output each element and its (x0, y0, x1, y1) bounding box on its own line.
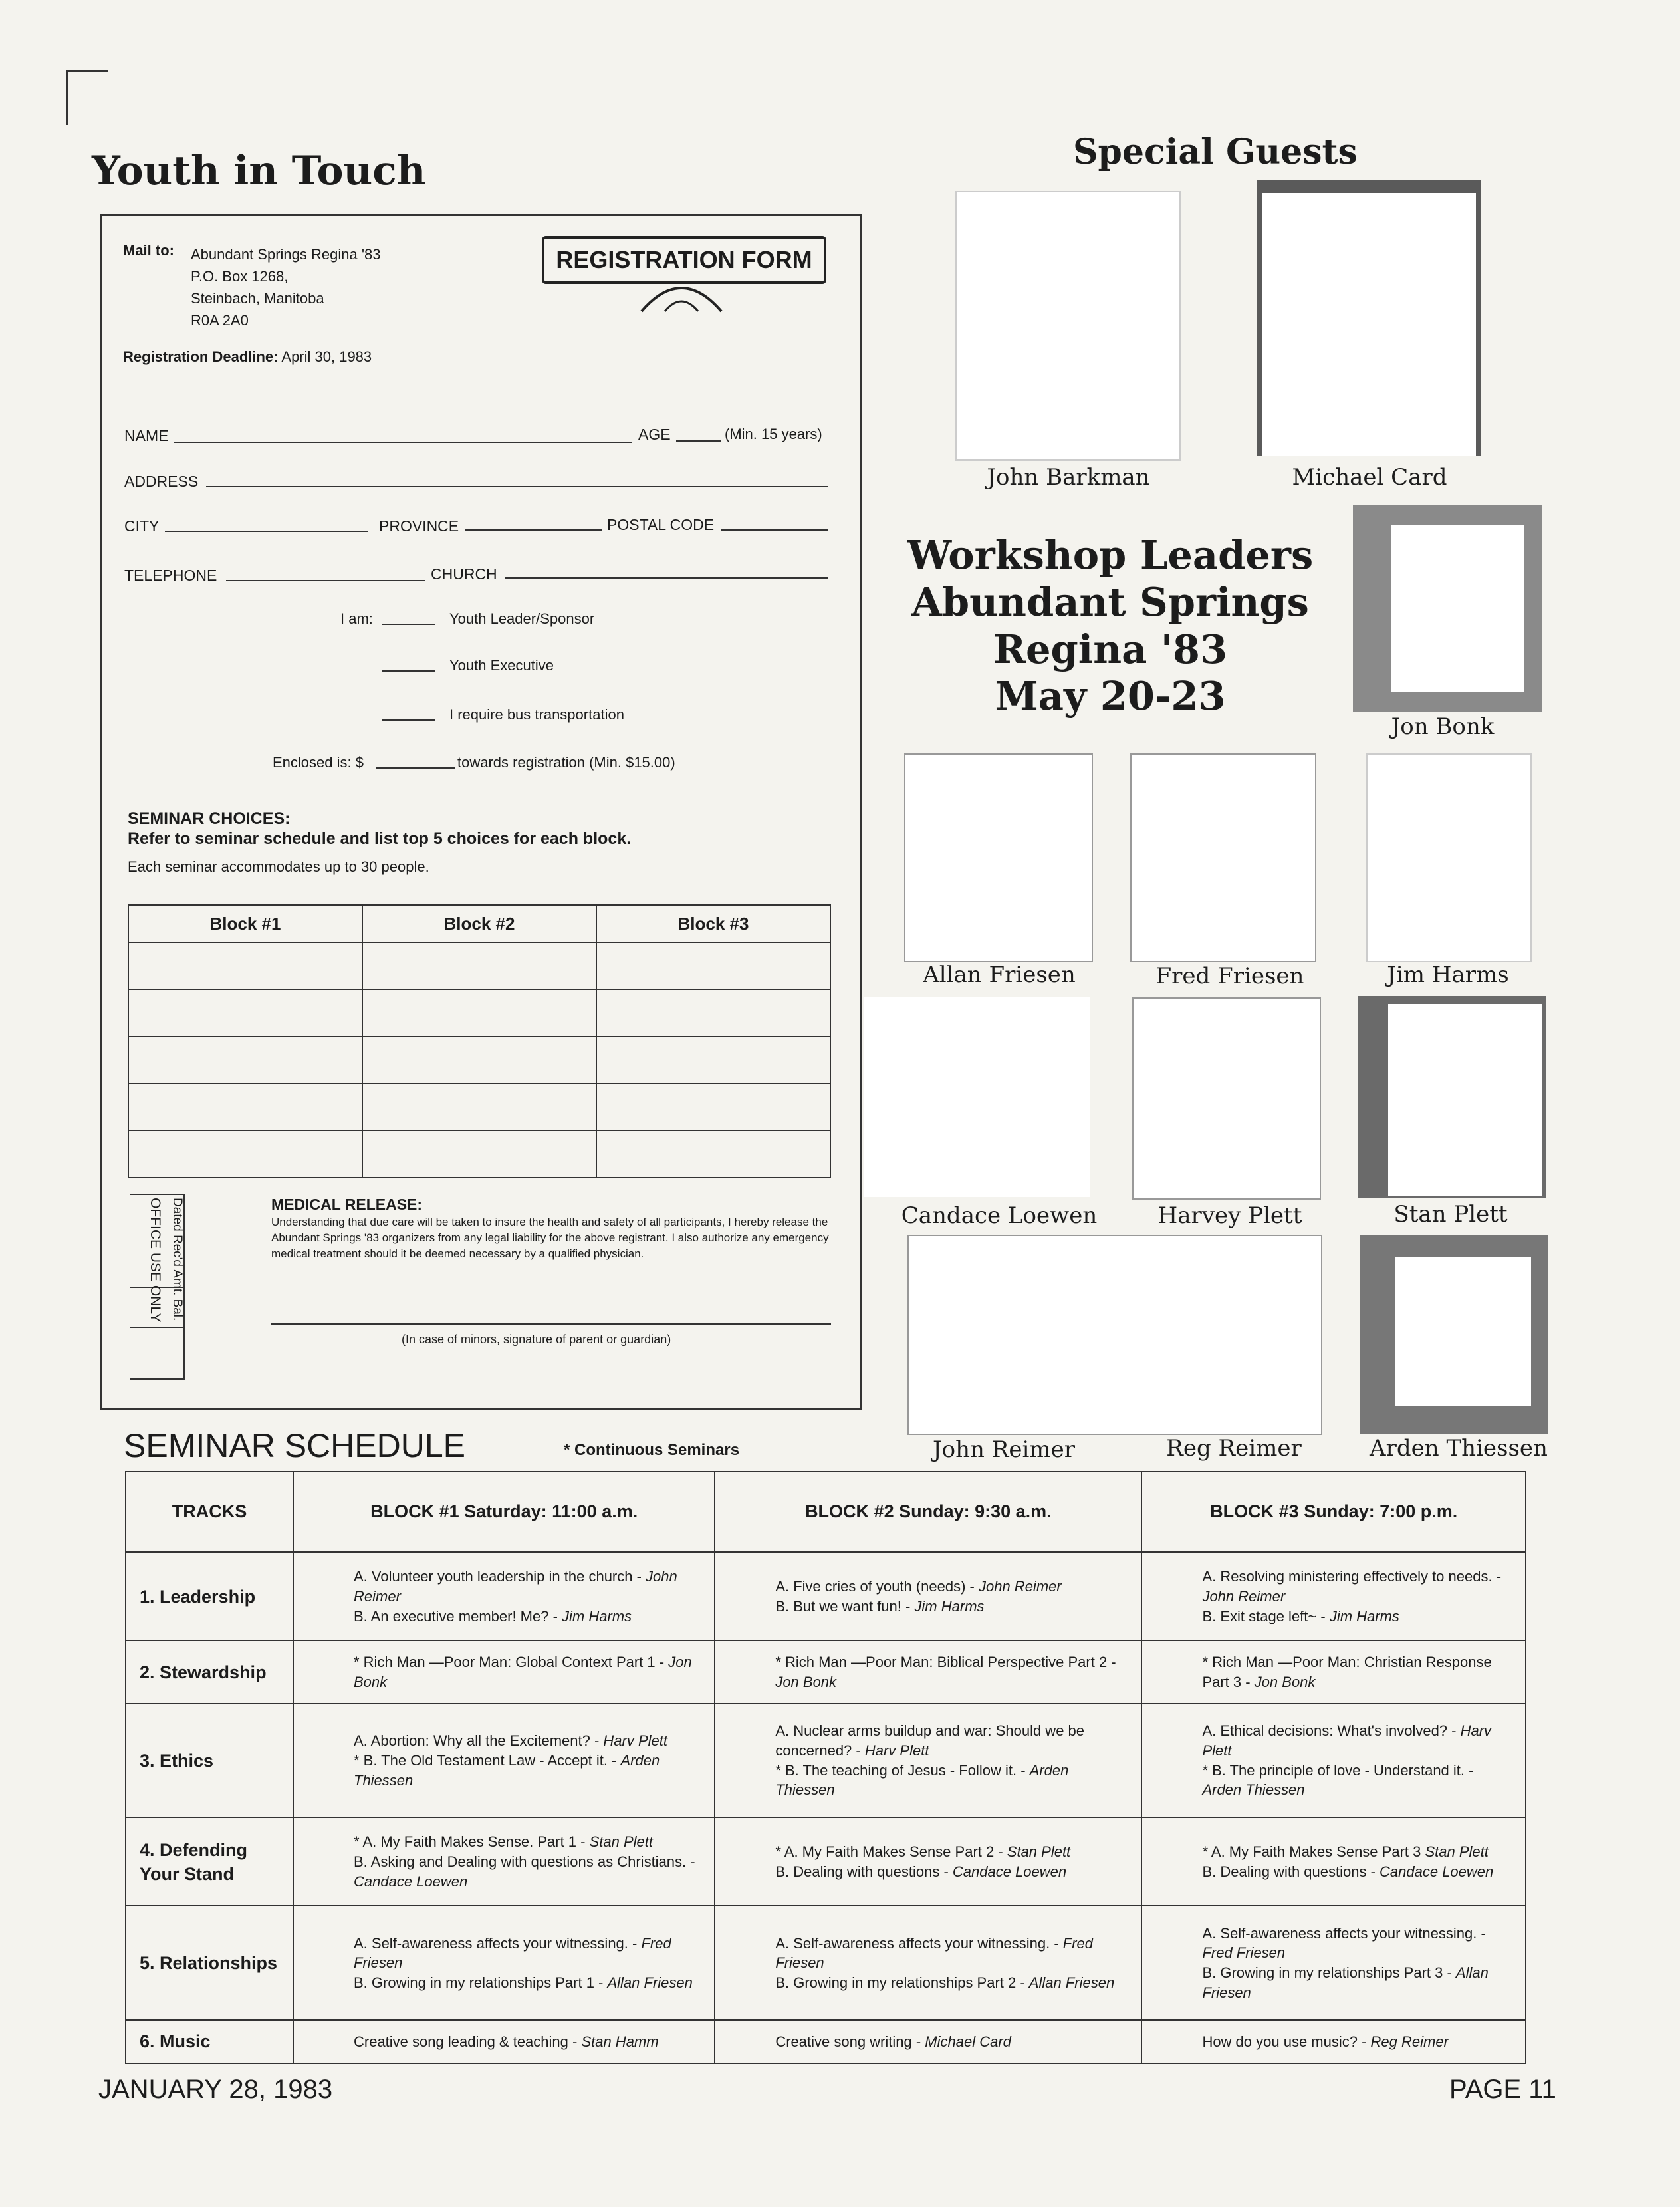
seminar-leader: Jon Bonk (1254, 1673, 1316, 1690)
seminar-choices-heading: SEMINAR CHOICES: (128, 809, 291, 828)
block-2-header: Block #2 (362, 905, 596, 942)
seminar-entry (354, 1751, 705, 1790)
seminar-cell (293, 1817, 715, 1906)
block-1-schedule-header: BLOCK #1 Saturday: 11:00 a.m. (293, 1472, 715, 1552)
seminar-leader: Fred Friesen (1202, 1944, 1286, 1962)
seminar-title: * A. My Faith Makes Sense Part 3 (1202, 1843, 1425, 1861)
track-name: 2. Stewardship (126, 1640, 293, 1704)
deadline (123, 348, 372, 366)
seminar-entry (1202, 1761, 1516, 1800)
track-name: 5. Relationships (126, 1906, 293, 2019)
leader-photo (907, 1235, 1322, 1435)
office-fields-label: Dated Rec'd Amt. Bal. (170, 1198, 184, 1321)
seminar-title: A. Self-awareness affects your witnessing. - (1202, 1924, 1486, 1942)
province-label: PROVINCE (379, 517, 459, 535)
seminar-title: B. Dealing with questions - (775, 1863, 953, 1880)
seminar-entry (1202, 1924, 1516, 1963)
seminar-capacity-note: Each seminar accommodates up to 30 people. (128, 858, 429, 875)
option-youth-leader: Youth Leader/Sponsor (449, 610, 595, 627)
leader-name: Candace Loewen (901, 1202, 1098, 1229)
schedule-row (126, 1704, 1526, 1817)
choice-cell[interactable] (362, 1130, 596, 1178)
leader-name: Allan Friesen (923, 962, 1076, 988)
seminar-title: * A. My Faith Makes Sense Part 2 - (775, 1843, 1007, 1861)
seminar-title: * B. The teaching of Jesus - Follow it. - (775, 1761, 1030, 1779)
seminar-cell (1141, 1817, 1526, 1906)
guest-photo (1262, 193, 1476, 456)
seminar-title: B. Exit stage left~ - (1202, 1607, 1330, 1624)
seminar-leader: Allan Friesen (1202, 1964, 1489, 2001)
name-label: NAME (124, 427, 169, 444)
option-bus-transport: I require bus transportation (449, 706, 624, 723)
seminar-title: * B. The Old Testament Law - Accept it. - (354, 1752, 621, 1769)
address-label: ADDRESS (124, 473, 199, 490)
bus-transport-checkline[interactable] (382, 719, 435, 721)
seminar-cell (715, 1552, 1141, 1640)
seminar-entry (775, 1862, 1132, 1882)
seminar-title: A. Self-awareness affects your witnessing. - (775, 1934, 1063, 1952)
seminar-leader: Michael Card (925, 2033, 1011, 2050)
page-title: Youth in Touch (92, 148, 426, 194)
seminar-entry (354, 1652, 705, 1692)
seminar-leader: Jim Harms (1329, 1607, 1399, 1624)
leader-name: John Reimer (933, 1436, 1075, 1463)
seminar-title: A. Ethical decisions: What's involved? - (1202, 1722, 1461, 1740)
page-corner-mark (66, 70, 108, 125)
seminar-leader: Harv Plett (603, 1732, 667, 1750)
seminar-title: B. Growing in my relationships Part 3 - (1202, 1964, 1456, 1982)
seminar-title: A. Volunteer youth leadership in the church - (354, 1568, 646, 1585)
choice-cell[interactable] (128, 1130, 362, 1178)
choice-cell[interactable] (128, 1037, 362, 1084)
seminar-title: B. Growing in my relationships Part 1 - (354, 1974, 608, 1991)
choice-cell[interactable] (362, 1083, 596, 1130)
seminar-leader: Stan Plett (589, 1833, 653, 1851)
leader-name: Jon Bonk (1391, 714, 1495, 740)
guardian-signature-field[interactable] (271, 1323, 831, 1325)
seminar-title: A. Five cries of youth (needs) - (775, 1578, 979, 1595)
seminar-cell (293, 1640, 715, 1704)
seminar-leader: Stan Plett (1007, 1843, 1071, 1861)
seminar-leader: Allan Friesen (607, 1974, 693, 1991)
signature-note: (In case of minors, signature of parent or guardian) (402, 1333, 671, 1346)
badge-arch-icon (638, 278, 725, 315)
enclosed-label: Enclosed is: $ (273, 754, 364, 771)
schedule-row (126, 1906, 1526, 2019)
seminar-title: A. Nuclear arms buildup and war: Should we be concerned? - (775, 1722, 1085, 1759)
seminar-entry (775, 1577, 1132, 1597)
seminar-leader: Reg Reimer (1370, 2033, 1449, 2050)
seminar-cell (293, 2020, 715, 2063)
age-note: (Min. 15 years) (725, 426, 822, 442)
seminar-title: How do you use music? - (1202, 2033, 1371, 2050)
enclosed-amount-field[interactable] (376, 767, 455, 769)
address-line: Abundant Springs Regina '83 (191, 246, 381, 263)
leader-photo (864, 997, 1090, 1197)
track-name: 1. Leadership (126, 1552, 293, 1640)
seminar-leader: Fred Friesen (775, 1934, 1094, 1972)
special-guests-heading: Special Guests (1073, 132, 1358, 172)
seminar-leader: Harv Plett (864, 1742, 929, 1759)
seminar-title: A. Resolving ministering effectively to needs. - (1202, 1568, 1502, 1585)
seminar-leader: John Reimer (354, 1568, 677, 1605)
seminar-entry (354, 1607, 705, 1626)
seminar-leader: Candace Loewen (1380, 1863, 1494, 1880)
track-name: 4. Defending Your Stand (126, 1817, 293, 1906)
issue-date: JANUARY 28, 1983 (98, 2075, 333, 2104)
seminar-entry (775, 1761, 1132, 1800)
seminar-cell (293, 1552, 715, 1640)
church-field[interactable] (505, 577, 828, 579)
seminar-leader: Arden Thiessen (775, 1761, 1069, 1799)
seminar-cell (715, 1817, 1141, 1906)
guest-name: Michael Card (1292, 464, 1447, 491)
block-3-schedule-header: BLOCK #3 Sunday: 7:00 p.m. (1141, 1472, 1526, 1552)
leader-photo (904, 753, 1093, 962)
leader-name: Fred Friesen (1155, 963, 1304, 989)
office-use-label: OFFICE USE ONLY Dated Rec'd Amt. Bal. (148, 1198, 184, 1323)
leader-photo (1132, 997, 1321, 1200)
office-use-box (130, 1194, 220, 1380)
seminar-entry (354, 2032, 705, 2052)
schedule-row (126, 2020, 1526, 2063)
seminar-entry (354, 1852, 705, 1891)
enclosed-note: towards registration (Min. $15.00) (457, 754, 675, 771)
seminar-entry (354, 1973, 705, 1993)
seminar-title: B. But we want fun! - (775, 1597, 915, 1615)
guest-photo (955, 191, 1181, 461)
postal-code-field[interactable] (721, 529, 828, 531)
seminar-leader: Stan Hamm (581, 2033, 659, 2050)
seminar-cell (1141, 2020, 1526, 2063)
seminar-cell (1141, 1704, 1526, 1817)
seminar-choice-table (128, 904, 831, 1178)
block-1-header: Block #1 (128, 905, 362, 942)
workshop-leaders-heading: Workshop Leaders Abundant Springs Regina '83 May 20-23 (907, 532, 1314, 719)
seminar-entry (354, 1934, 705, 1973)
seminar-choices-instruction: Refer to seminar schedule and list top 5 choices for each block. (128, 829, 632, 848)
leader-photo (1388, 1004, 1542, 1196)
seminar-leader: Candace Loewen (354, 1873, 468, 1890)
seminar-entry (775, 1842, 1132, 1862)
seminar-title: * Rich Man —Poor Man: Global Context Part 1 - (354, 1654, 669, 1671)
telephone-label: TELEPHONE (124, 567, 217, 584)
seminar-title: B. Asking and Dealing with questions as Christians. - (354, 1853, 695, 1871)
city-field[interactable] (165, 531, 368, 532)
choice-cell[interactable] (128, 989, 362, 1037)
deadline-label: Registration Deadline: (123, 348, 279, 365)
mailing-address (191, 243, 381, 331)
seminar-leader: Stan Plett (1425, 1843, 1489, 1861)
medical-release-text: Understanding that due care will be taken to insure the health and safety of all participants, I hereby release the Abundant Springs '83 organizers from any legal liability for the above registrant. I also authorize any emergency medical treatment should it be deemed necessary by a qualified physician. (271, 1216, 829, 1260)
seminar-entry (1202, 1652, 1516, 1692)
option-youth-executive: Youth Executive (449, 657, 554, 674)
seminar-cell (715, 1906, 1141, 2019)
seminar-entry (775, 1973, 1132, 1993)
medical-release-heading: MEDICAL RELEASE: (271, 1196, 423, 1213)
youth-leader-checkline[interactable] (382, 624, 435, 625)
seminar-leader: John Reimer (1202, 1588, 1286, 1605)
seminar-title: B. Dealing with questions - (1202, 1863, 1380, 1880)
registration-form-badge: REGISTRATION FORM (542, 236, 826, 284)
seminar-cell (715, 2020, 1141, 2063)
page-number: PAGE 11 (1449, 2075, 1556, 2104)
leader-name: Stan Plett (1393, 1201, 1508, 1228)
telephone-field[interactable] (226, 580, 425, 581)
choice-cell[interactable] (128, 942, 362, 989)
seminar-leader: John Reimer (978, 1578, 1062, 1595)
seminar-title: B. Growing in my relationships Part 2 - (775, 1974, 1029, 1991)
seminar-entry (1202, 1607, 1516, 1626)
seminar-schedule-title: SEMINAR SCHEDULE (124, 1427, 465, 1464)
leader-name: Arden Thiessen (1370, 1435, 1548, 1462)
address-line: Steinbach, Manitoba (191, 290, 324, 307)
schedule-row (126, 1640, 1526, 1704)
seminar-cell (293, 1704, 715, 1817)
track-name: 3. Ethics (126, 1704, 293, 1817)
seminar-cell (715, 1640, 1141, 1704)
seminar-title: A. Self-awareness affects your witnessing. - (354, 1934, 642, 1952)
province-field[interactable] (465, 529, 602, 531)
seminar-title: B. An executive member! Me? - (354, 1607, 562, 1624)
choice-cell[interactable] (362, 942, 596, 989)
age-field[interactable] (676, 440, 721, 442)
seminar-cell (293, 1906, 715, 2019)
tracks-header: TRACKS (126, 1472, 293, 1552)
seminar-entry (1202, 2032, 1516, 2052)
seminar-entry (775, 1652, 1132, 1692)
seminar-entry (354, 1567, 705, 1606)
seminar-leader: Harv Plett (1202, 1722, 1492, 1759)
seminar-cell (715, 1704, 1141, 1817)
choice-cell[interactable] (596, 1083, 830, 1130)
youth-executive-checkline[interactable] (382, 670, 435, 672)
continuous-seminars-note: * Continuous Seminars (564, 1441, 740, 1459)
block-3-header: Block #3 (596, 905, 830, 942)
church-label: CHURCH (431, 565, 497, 583)
block-2-schedule-header: BLOCK #2 Sunday: 9:30 a.m. (715, 1472, 1141, 1552)
leader-name: Jim Harms (1387, 962, 1509, 988)
track-name: 6. Music (126, 2020, 293, 2063)
seminar-cell (1141, 1552, 1526, 1640)
seminar-title: Creative song leading & teaching - (354, 2033, 582, 2050)
seminar-entry (1202, 1567, 1516, 1606)
i-am-label: I am: (340, 610, 373, 627)
seminar-entry (354, 1832, 705, 1852)
seminar-leader: Jim Harms (914, 1597, 985, 1615)
choice-cell[interactable] (362, 1037, 596, 1084)
city-label: CITY (124, 517, 160, 535)
seminar-title: * A. My Faith Makes Sense. Part 1 - (354, 1833, 590, 1851)
age-label: AGE (638, 426, 671, 443)
seminar-title: * Rich Man —Poor Man: Biblical Perspective Part 2 - (775, 1654, 1116, 1671)
seminar-entry (775, 1934, 1132, 1973)
seminar-entry (354, 1731, 705, 1751)
leader-photo (1366, 753, 1532, 962)
choice-cell[interactable] (362, 989, 596, 1037)
leader-name: Reg Reimer (1166, 1435, 1302, 1462)
seminar-title: * B. The principle of love - Understand it. - (1202, 1761, 1474, 1779)
seminar-leader: Fred Friesen (354, 1934, 671, 1972)
mail-to-label: Mail to: (123, 242, 174, 259)
guest-name: John Barkman (987, 464, 1150, 491)
seminar-leader: Candace Loewen (952, 1863, 1067, 1880)
name-field[interactable] (174, 442, 632, 443)
seminar-title: * Rich Man —Poor Man: Christian Response Part 3 - (1202, 1654, 1492, 1690)
postal-code-label: POSTAL CODE (607, 516, 715, 533)
choice-cell[interactable] (596, 1130, 830, 1178)
schedule-row (126, 1817, 1526, 1906)
seminar-leader: Allan Friesen (1028, 1974, 1115, 1991)
choice-cell[interactable] (596, 989, 830, 1037)
address-field[interactable] (206, 486, 828, 487)
leader-name: Harvey Plett (1157, 1202, 1302, 1229)
seminar-entry (1202, 1721, 1516, 1760)
choice-cell[interactable] (596, 942, 830, 989)
seminar-cell (1141, 1906, 1526, 2019)
seminar-leader: Arden Thiessen (354, 1752, 660, 1789)
leader-photo (1130, 753, 1316, 962)
seminar-cell (1141, 1640, 1526, 1704)
seminar-entry (1202, 1842, 1516, 1862)
leader-photo (1391, 525, 1524, 692)
deadline-value: April 30, 1983 (281, 348, 372, 365)
leader-photo (1395, 1257, 1531, 1406)
seminar-entry (775, 1597, 1132, 1617)
seminar-leader: Jon Bonk (775, 1673, 837, 1690)
address-line: R0A 2A0 (191, 312, 249, 328)
seminar-leader: Jon Bonk (354, 1654, 692, 1690)
seminar-title: A. Abortion: Why all the Excitement? - (354, 1732, 604, 1750)
choice-cell[interactable] (596, 1037, 830, 1084)
seminar-leader: Arden Thiessen (1202, 1781, 1305, 1799)
seminar-entry (775, 1721, 1132, 1760)
address-line: P.O. Box 1268, (191, 268, 289, 285)
seminar-entry (775, 2032, 1132, 2052)
seminar-schedule-table (125, 1471, 1526, 2064)
seminar-title: Creative song writing - (775, 2033, 925, 2050)
schedule-row (126, 1552, 1526, 1640)
seminar-entry (1202, 1862, 1516, 1882)
seminar-entry (1202, 1963, 1516, 2002)
seminar-leader: Jim Harms (562, 1607, 632, 1624)
choice-cell[interactable] (128, 1083, 362, 1130)
